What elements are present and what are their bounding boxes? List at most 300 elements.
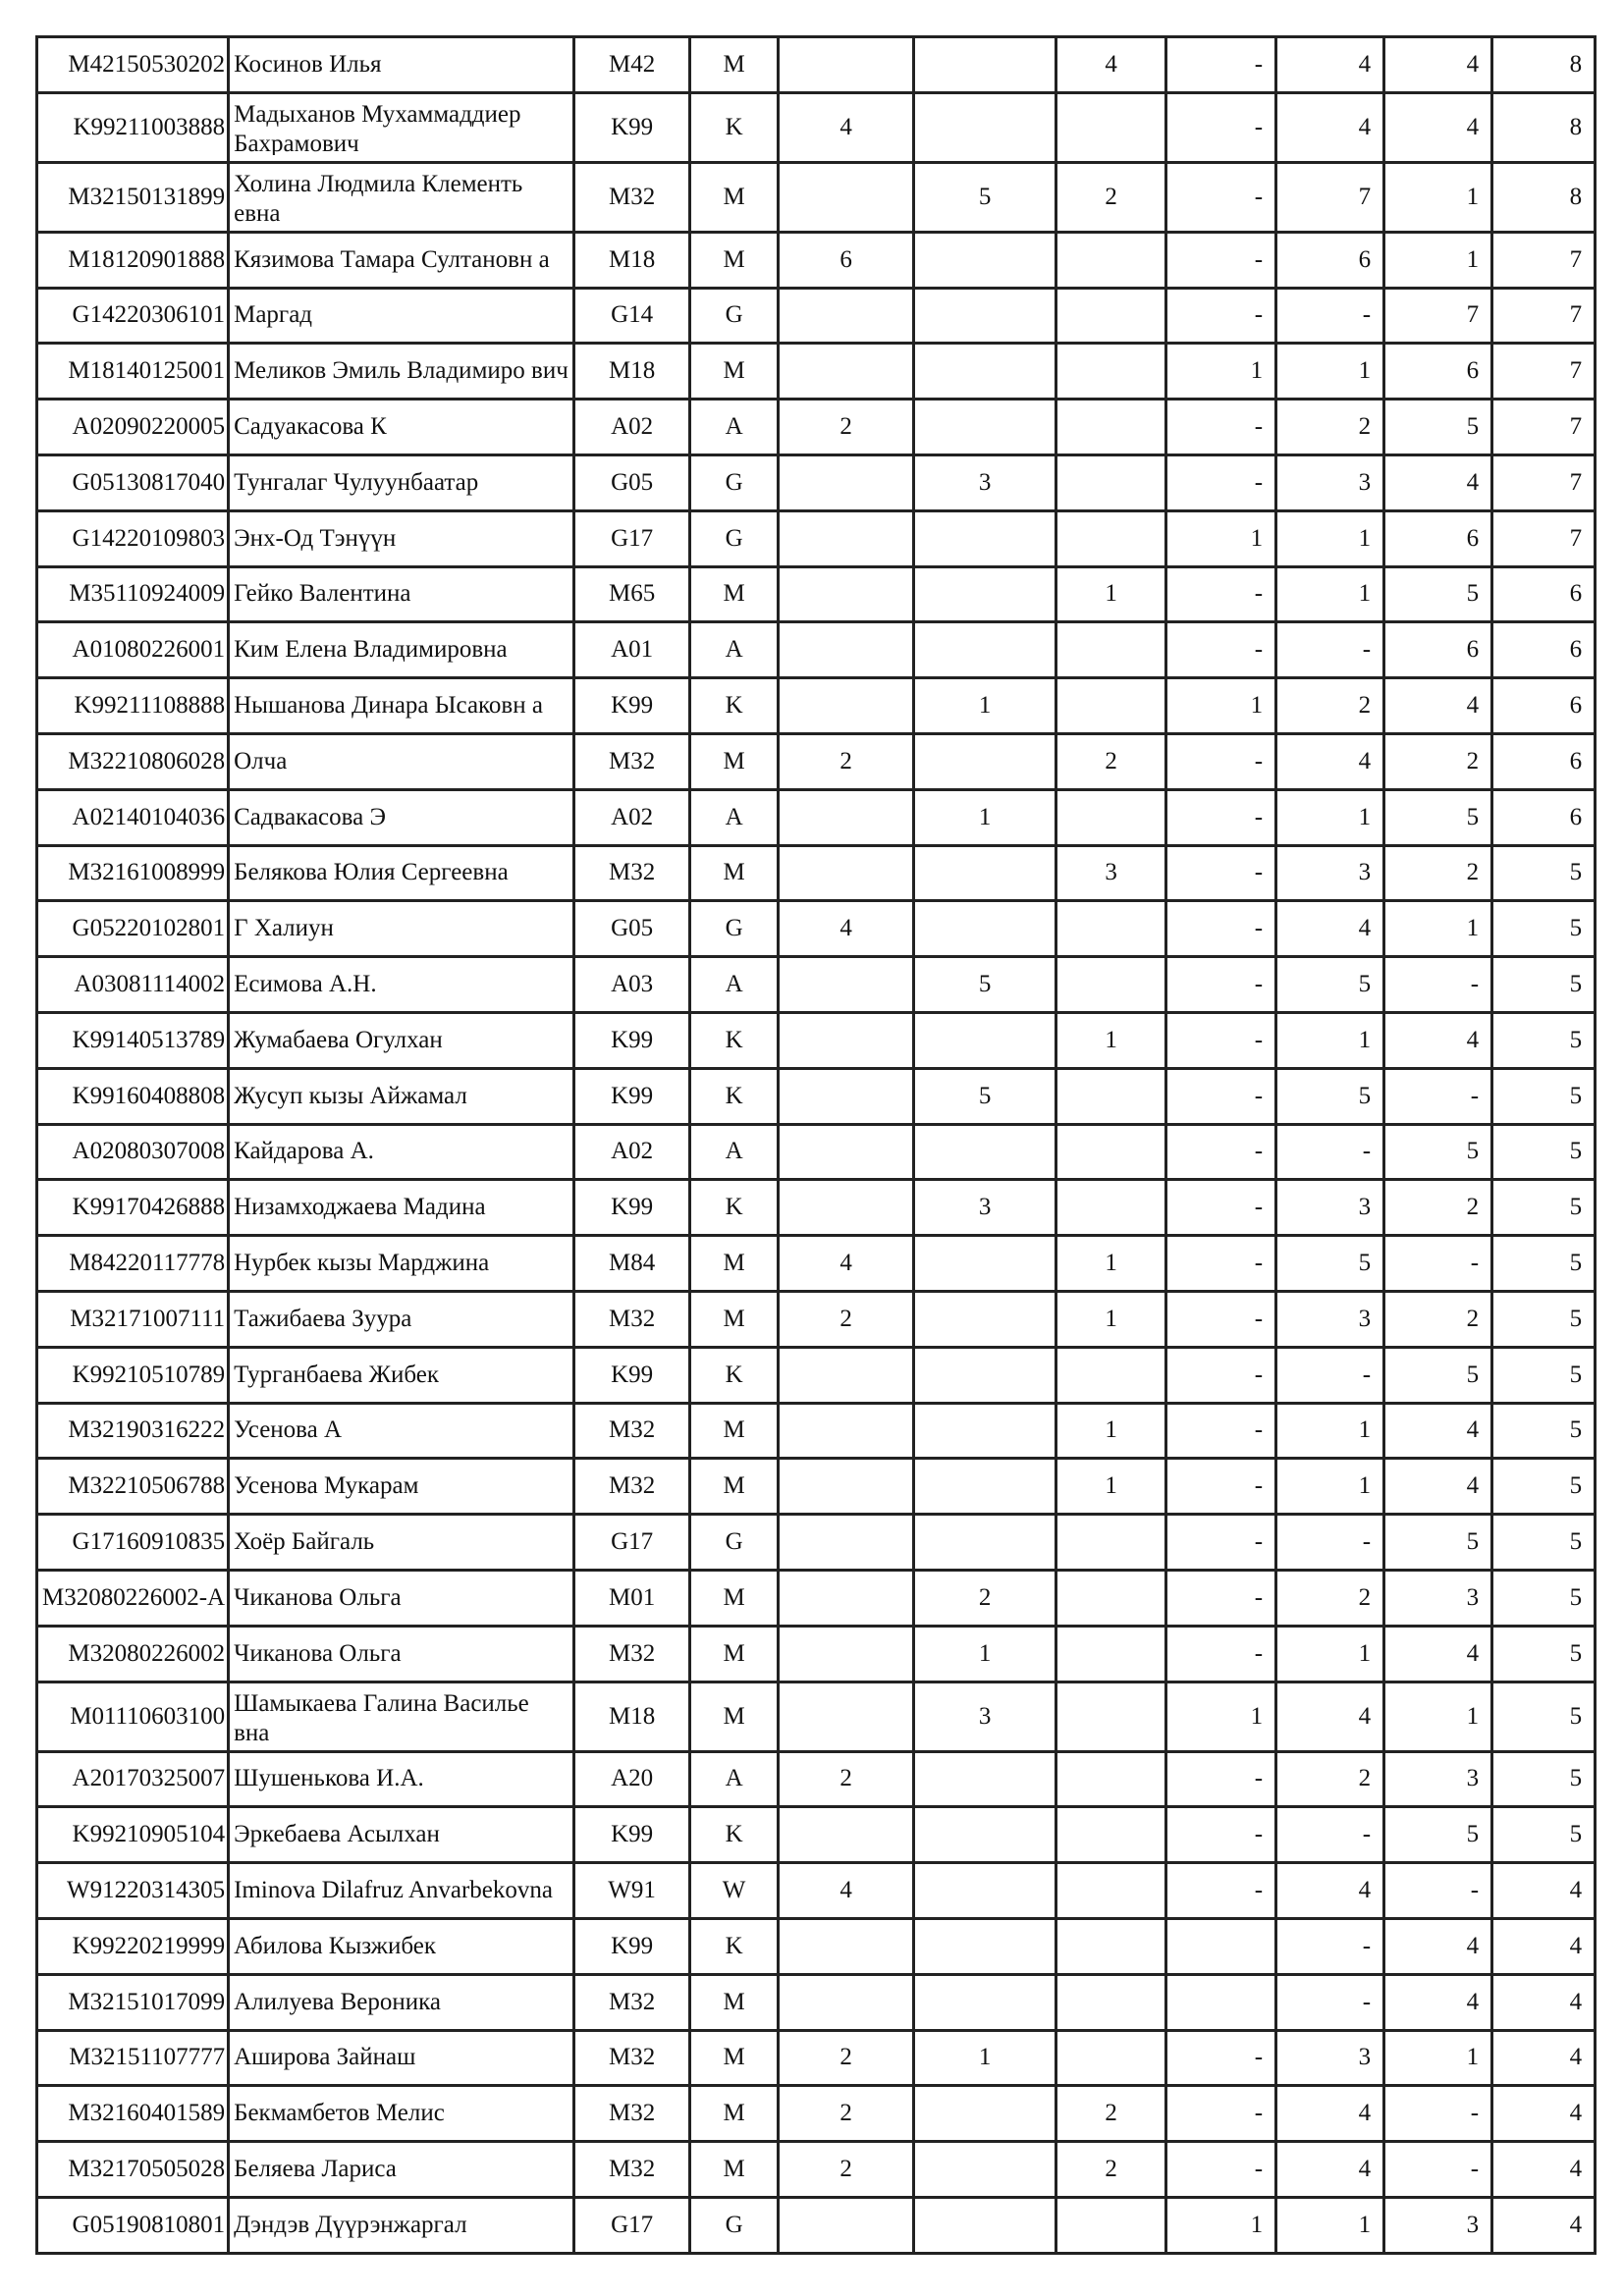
- cell-c5: 1: [1276, 566, 1384, 622]
- cell-c4: -: [1166, 1124, 1276, 1180]
- cell-c7: 4: [1492, 1974, 1596, 2030]
- cell-name: [229, 1403, 574, 1459]
- cell-c4: -: [1166, 733, 1276, 789]
- cell-id: A02090220005: [37, 400, 229, 455]
- cell-c7: 5: [1492, 1124, 1596, 1180]
- cell-c5: 5: [1276, 1236, 1384, 1292]
- cell-c2: 3: [914, 1180, 1056, 1236]
- cell-c5: 1: [1276, 2197, 1384, 2253]
- cell-name-text: Гейко Валентина: [234, 580, 411, 608]
- cell-c2: [914, 1459, 1056, 1515]
- cell-grp: M: [690, 1570, 779, 1626]
- cell-c2: [914, 1515, 1056, 1571]
- cell-name: [229, 1863, 574, 1919]
- cell-c5: 4: [1276, 2142, 1384, 2198]
- cell-c2: [914, 1012, 1056, 1068]
- cell-c2: 2: [914, 1570, 1056, 1626]
- cell-name-text: Тажибаева Зуура: [234, 1305, 412, 1332]
- cell-grp: K: [690, 1068, 779, 1124]
- cell-code: M32: [574, 162, 690, 232]
- cell-c2: [914, 2197, 1056, 2253]
- cell-c3: [1056, 1180, 1166, 1236]
- cell-c7: 5: [1492, 1347, 1596, 1403]
- cell-name: [229, 1682, 574, 1751]
- cell-c1: [779, 162, 914, 232]
- cell-name: [229, 1291, 574, 1347]
- cell-c1: [779, 344, 914, 400]
- cell-code: M18: [574, 232, 690, 288]
- cell-c7: 7: [1492, 288, 1596, 344]
- cell-c6: 1: [1384, 1682, 1492, 1751]
- cell-id: G05190810801: [37, 2197, 229, 2253]
- cell-c6: 5: [1384, 1124, 1492, 1180]
- cell-c4: -: [1166, 845, 1276, 901]
- cell-grp: M: [690, 232, 779, 288]
- cell-grp: M: [690, 344, 779, 400]
- cell-grp: M: [690, 2030, 779, 2086]
- cell-name-text: Жусуп кызы Айжамал: [234, 1082, 467, 1109]
- cell-name: [229, 2030, 574, 2086]
- cell-c5: 3: [1276, 1180, 1384, 1236]
- cell-code: A02: [574, 789, 690, 845]
- cell-c4: -: [1166, 454, 1276, 510]
- cell-c1: 2: [779, 1291, 914, 1347]
- cell-name-text: Чиканова Ольга: [234, 1583, 402, 1611]
- cell-c4: [1166, 1918, 1276, 1974]
- cell-c2: [914, 1347, 1056, 1403]
- cell-c6: 5: [1384, 1807, 1492, 1863]
- cell-name: [229, 510, 574, 566]
- cell-name: [229, 37, 574, 93]
- cell-c1: 2: [779, 2030, 914, 2086]
- cell-grp: M: [690, 2142, 779, 2198]
- cell-c3: [1056, 510, 1166, 566]
- cell-id: M32170505028: [37, 2142, 229, 2198]
- cell-grp: W: [690, 1863, 779, 1919]
- cell-name-text: Мадыханов Мухаммаддиер Бахрамович: [234, 100, 521, 155]
- cell-id: M32160401589: [37, 2086, 229, 2142]
- cell-c1: 2: [779, 2142, 914, 2198]
- cell-grp: G: [690, 288, 779, 344]
- cell-c2: [914, 1974, 1056, 2030]
- cell-c3: 1: [1056, 1403, 1166, 1459]
- cell-name-text: Аширова Зайнаш: [234, 2044, 416, 2071]
- table-row: [37, 344, 1596, 400]
- cell-code: M32: [574, 733, 690, 789]
- cell-code: W91: [574, 1863, 690, 1919]
- cell-c4: -: [1166, 1236, 1276, 1292]
- cell-c5: 3: [1276, 454, 1384, 510]
- cell-name-text: Абилова Кызжибек: [234, 1932, 436, 1959]
- table-row: [37, 400, 1596, 455]
- cell-grp: M: [690, 1626, 779, 1682]
- cell-id: M32151107777: [37, 2030, 229, 2086]
- cell-id: K99211108888: [37, 678, 229, 734]
- cell-c5: -: [1276, 288, 1384, 344]
- cell-name-text: Низамходжаева Мадина: [234, 1194, 486, 1221]
- cell-id: K99140513789: [37, 1012, 229, 1068]
- cell-code: K99: [574, 1068, 690, 1124]
- cell-c5: 3: [1276, 2030, 1384, 2086]
- cell-name-text: Есимова А.Н.: [234, 971, 377, 998]
- table-row: [37, 2086, 1596, 2142]
- cell-c4: -: [1166, 400, 1276, 455]
- cell-c1: 2: [779, 400, 914, 455]
- cell-name: [229, 1918, 574, 1974]
- cell-c5: 3: [1276, 845, 1384, 901]
- cell-c3: [1056, 1515, 1166, 1571]
- cell-c7: 5: [1492, 1012, 1596, 1068]
- cell-c1: [779, 1682, 914, 1751]
- cell-code: M32: [574, 1459, 690, 1515]
- cell-id: W91220314305: [37, 1863, 229, 1919]
- cell-name-text: Энх-Од Тэнүүн: [234, 524, 397, 552]
- cell-id: G14220306101: [37, 288, 229, 344]
- cell-c7: 5: [1492, 1459, 1596, 1515]
- cell-c3: [1056, 1863, 1166, 1919]
- cell-name-text: Жумабаева Огулхан: [234, 1026, 443, 1053]
- cell-code: K99: [574, 92, 690, 162]
- cell-c3: [1056, 2030, 1166, 2086]
- cell-c4: -: [1166, 1068, 1276, 1124]
- cell-name: [229, 957, 574, 1013]
- cell-name-text: Садвакасова Э: [234, 803, 386, 830]
- cell-c3: [1056, 1570, 1166, 1626]
- cell-code: K99: [574, 1918, 690, 1974]
- cell-c4: -: [1166, 957, 1276, 1013]
- cell-c3: [1056, 957, 1166, 1013]
- table-row: [37, 1403, 1596, 1459]
- cell-name: [229, 92, 574, 162]
- cell-c6: 2: [1384, 845, 1492, 901]
- cell-name: [229, 1974, 574, 2030]
- table-row: [37, 1807, 1596, 1863]
- cell-name-text: Алилуева Вероника: [234, 1988, 441, 2015]
- cell-c2: [914, 733, 1056, 789]
- table-row: [37, 678, 1596, 734]
- cell-grp: K: [690, 1012, 779, 1068]
- table-body: [37, 37, 1596, 2254]
- cell-id: M42150530202: [37, 37, 229, 93]
- cell-code: A01: [574, 622, 690, 678]
- cell-c5: 1: [1276, 1626, 1384, 1682]
- cell-c4: -: [1166, 566, 1276, 622]
- cell-c4: -: [1166, 162, 1276, 232]
- cell-c3: 1: [1056, 1236, 1166, 1292]
- cell-c2: [914, 510, 1056, 566]
- cell-c1: [779, 37, 914, 93]
- cell-name-text: Ким Елена Владимировна: [234, 636, 508, 664]
- cell-c5: 4: [1276, 92, 1384, 162]
- cell-id: A03081114002: [37, 957, 229, 1013]
- cell-c1: 4: [779, 1863, 914, 1919]
- table-row: [37, 232, 1596, 288]
- cell-c5: 4: [1276, 2086, 1384, 2142]
- cell-c6: 2: [1384, 733, 1492, 789]
- cell-c1: [779, 1403, 914, 1459]
- cell-name: [229, 1068, 574, 1124]
- cell-c5: 4: [1276, 1863, 1384, 1919]
- cell-c7: 5: [1492, 1291, 1596, 1347]
- cell-id: M32151017099: [37, 1974, 229, 2030]
- cell-code: K99: [574, 1180, 690, 1236]
- cell-c6: 3: [1384, 2197, 1492, 2253]
- cell-grp: G: [690, 510, 779, 566]
- cell-c2: 1: [914, 678, 1056, 734]
- cell-c3: [1056, 1068, 1166, 1124]
- cell-grp: M: [690, 1682, 779, 1751]
- cell-c3: 4: [1056, 37, 1166, 93]
- cell-name: [229, 2197, 574, 2253]
- cell-c1: [779, 845, 914, 901]
- cell-c1: 2: [779, 2086, 914, 2142]
- cell-c5: 2: [1276, 400, 1384, 455]
- cell-c1: [779, 566, 914, 622]
- cell-c3: 2: [1056, 2086, 1166, 2142]
- cell-c4: -: [1166, 1751, 1276, 1807]
- cell-c6: 5: [1384, 1347, 1492, 1403]
- cell-c3: [1056, 92, 1166, 162]
- cell-c7: 5: [1492, 845, 1596, 901]
- cell-c6: 1: [1384, 2030, 1492, 2086]
- cell-c3: [1056, 901, 1166, 957]
- cell-code: A03: [574, 957, 690, 1013]
- cell-id: K99210905104: [37, 1807, 229, 1863]
- cell-name-text: Маргад: [234, 301, 313, 329]
- cell-name-text: Белякова Юлия Сергеевна: [234, 859, 509, 886]
- cell-c1: 2: [779, 1751, 914, 1807]
- cell-code: M84: [574, 1236, 690, 1292]
- cell-c3: [1056, 232, 1166, 288]
- table-row: [37, 1863, 1596, 1919]
- cell-c7: 5: [1492, 1751, 1596, 1807]
- cell-id: M32150131899: [37, 162, 229, 232]
- cell-c6: 4: [1384, 1626, 1492, 1682]
- cell-c2: [914, 1751, 1056, 1807]
- cell-grp: A: [690, 957, 779, 1013]
- cell-c1: [779, 1180, 914, 1236]
- cell-name: [229, 1347, 574, 1403]
- cell-name-text: Кайдарова А.: [234, 1138, 374, 1165]
- cell-name: [229, 845, 574, 901]
- cell-grp: M: [690, 733, 779, 789]
- cell-c1: [779, 622, 914, 678]
- cell-c5: 1: [1276, 344, 1384, 400]
- cell-c6: 3: [1384, 1751, 1492, 1807]
- cell-c1: 4: [779, 1236, 914, 1292]
- cell-name-text: Олча: [234, 747, 288, 774]
- cell-c2: [914, 622, 1056, 678]
- cell-code: G05: [574, 454, 690, 510]
- cell-c2: 5: [914, 162, 1056, 232]
- cell-c3: [1056, 400, 1166, 455]
- cell-grp: M: [690, 2086, 779, 2142]
- cell-name-text: Шамыкаева Галина Василье вна: [234, 1689, 529, 1744]
- cell-name: [229, 1180, 574, 1236]
- cell-id: G05130817040: [37, 454, 229, 510]
- cell-c6: -: [1384, 1068, 1492, 1124]
- table-row: [37, 2030, 1596, 2086]
- cell-name: [229, 1807, 574, 1863]
- cell-c7: 4: [1492, 2197, 1596, 2253]
- cell-c7: 8: [1492, 37, 1596, 93]
- table-row: [37, 1974, 1596, 2030]
- cell-name-text: Меликов Эмиль Владимиро вич: [234, 357, 568, 385]
- cell-c6: 4: [1384, 92, 1492, 162]
- cell-name-text: Бекмамбетов Мелис: [234, 2100, 445, 2127]
- cell-c6: 5: [1384, 789, 1492, 845]
- cell-c3: [1056, 1751, 1166, 1807]
- cell-c6: -: [1384, 2142, 1492, 2198]
- cell-grp: G: [690, 1515, 779, 1571]
- table-row: [37, 957, 1596, 1013]
- cell-grp: M: [690, 1403, 779, 1459]
- table-row: [37, 1236, 1596, 1292]
- cell-id: M84220117778: [37, 1236, 229, 1292]
- cell-c6: 2: [1384, 1291, 1492, 1347]
- cell-c7: 5: [1492, 1807, 1596, 1863]
- cell-name: [229, 1626, 574, 1682]
- cell-c5: 2: [1276, 678, 1384, 734]
- cell-c5: -: [1276, 1918, 1384, 1974]
- cell-c1: 4: [779, 92, 914, 162]
- cell-c6: 1: [1384, 162, 1492, 232]
- cell-c5: 1: [1276, 1403, 1384, 1459]
- cell-id: M18140125001: [37, 344, 229, 400]
- cell-c7: 5: [1492, 1068, 1596, 1124]
- table-row: [37, 288, 1596, 344]
- cell-name-text: Нышанова Динара Ысаковн а: [234, 692, 543, 720]
- cell-c4: -: [1166, 232, 1276, 288]
- cell-c6: 5: [1384, 400, 1492, 455]
- cell-c1: [779, 1974, 914, 2030]
- cell-c7: 7: [1492, 400, 1596, 455]
- cell-name-text: Iminova Dilafruz Anvarbekovna: [234, 1877, 553, 1903]
- cell-c7: 5: [1492, 1236, 1596, 1292]
- cell-id: K99160408808: [37, 1068, 229, 1124]
- cell-name: [229, 1570, 574, 1626]
- cell-c6: 4: [1384, 678, 1492, 734]
- cell-c2: [914, 1863, 1056, 1919]
- cell-c4: -: [1166, 2030, 1276, 2086]
- cell-name-text: Кязимова Тамара Султановн а: [234, 245, 550, 273]
- cell-c6: -: [1384, 1236, 1492, 1292]
- cell-c7: 5: [1492, 901, 1596, 957]
- cell-c7: 7: [1492, 232, 1596, 288]
- cell-c7: 8: [1492, 92, 1596, 162]
- cell-c3: [1056, 789, 1166, 845]
- cell-c4: -: [1166, 1403, 1276, 1459]
- cell-c5: 4: [1276, 37, 1384, 93]
- table-row: [37, 1626, 1596, 1682]
- cell-c4: -: [1166, 901, 1276, 957]
- cell-c4: -: [1166, 288, 1276, 344]
- cell-id: A02080307008: [37, 1124, 229, 1180]
- cell-c2: 5: [914, 957, 1056, 1013]
- cell-c7: 6: [1492, 678, 1596, 734]
- cell-c4: -: [1166, 2142, 1276, 2198]
- cell-name-text: Холина Людмила Клементь евна: [234, 170, 523, 225]
- cell-name: [229, 2086, 574, 2142]
- cell-grp: K: [690, 678, 779, 734]
- cell-code: A20: [574, 1751, 690, 1807]
- cell-name: [229, 789, 574, 845]
- cell-c3: 2: [1056, 162, 1166, 232]
- cell-id: K99170426888: [37, 1180, 229, 1236]
- cell-c4: [1166, 1974, 1276, 2030]
- cell-c2: [914, 344, 1056, 400]
- cell-code: G14: [574, 288, 690, 344]
- cell-grp: G: [690, 2197, 779, 2253]
- cell-id: A01080226001: [37, 622, 229, 678]
- cell-grp: A: [690, 789, 779, 845]
- cell-c3: 3: [1056, 845, 1166, 901]
- cell-c3: 1: [1056, 1459, 1166, 1515]
- table-row: [37, 454, 1596, 510]
- cell-c6: 4: [1384, 1918, 1492, 1974]
- cell-grp: M: [690, 845, 779, 901]
- cell-c5: 4: [1276, 1682, 1384, 1751]
- cell-c4: -: [1166, 789, 1276, 845]
- cell-c3: [1056, 1626, 1166, 1682]
- cell-code: M01: [574, 1570, 690, 1626]
- cell-name: [229, 678, 574, 734]
- cell-c6: 6: [1384, 344, 1492, 400]
- cell-c6: 4: [1384, 454, 1492, 510]
- cell-c7: 4: [1492, 2030, 1596, 2086]
- cell-c7: 4: [1492, 2142, 1596, 2198]
- cell-id: M18120901888: [37, 232, 229, 288]
- cell-c5: 5: [1276, 1068, 1384, 1124]
- cell-c4: -: [1166, 1626, 1276, 1682]
- cell-c6: 4: [1384, 37, 1492, 93]
- cell-name-text: Усенова А: [234, 1416, 343, 1444]
- cell-c1: [779, 678, 914, 734]
- table-row: [37, 789, 1596, 845]
- cell-c2: [914, 92, 1056, 162]
- cell-code: K99: [574, 1347, 690, 1403]
- cell-grp: M: [690, 1236, 779, 1292]
- table-row: [37, 1918, 1596, 1974]
- cell-c2: [914, 1918, 1056, 1974]
- cell-c2: 5: [914, 1068, 1056, 1124]
- cell-c4: -: [1166, 1012, 1276, 1068]
- cell-c2: [914, 232, 1056, 288]
- cell-c4: -: [1166, 622, 1276, 678]
- cell-id: K99210510789: [37, 1347, 229, 1403]
- cell-c4: -: [1166, 1570, 1276, 1626]
- cell-c5: -: [1276, 622, 1384, 678]
- cell-grp: K: [690, 1807, 779, 1863]
- cell-c5: -: [1276, 1974, 1384, 2030]
- cell-name-text: Турганбаева Жибек: [234, 1361, 440, 1388]
- cell-id: G17160910835: [37, 1515, 229, 1571]
- cell-code: M32: [574, 2030, 690, 2086]
- cell-c2: 3: [914, 1682, 1056, 1751]
- cell-c4: -: [1166, 1863, 1276, 1919]
- cell-c4: 1: [1166, 344, 1276, 400]
- cell-c3: [1056, 1347, 1166, 1403]
- cell-c3: 2: [1056, 2142, 1166, 2198]
- cell-c6: 4: [1384, 1403, 1492, 1459]
- cell-c5: 4: [1276, 733, 1384, 789]
- cell-name-text: Дэндэв Дүүрэнжаргал: [234, 2211, 467, 2238]
- cell-c1: 6: [779, 232, 914, 288]
- cell-id: M32210806028: [37, 733, 229, 789]
- cell-c5: 6: [1276, 232, 1384, 288]
- cell-c2: [914, 901, 1056, 957]
- cell-c3: [1056, 288, 1166, 344]
